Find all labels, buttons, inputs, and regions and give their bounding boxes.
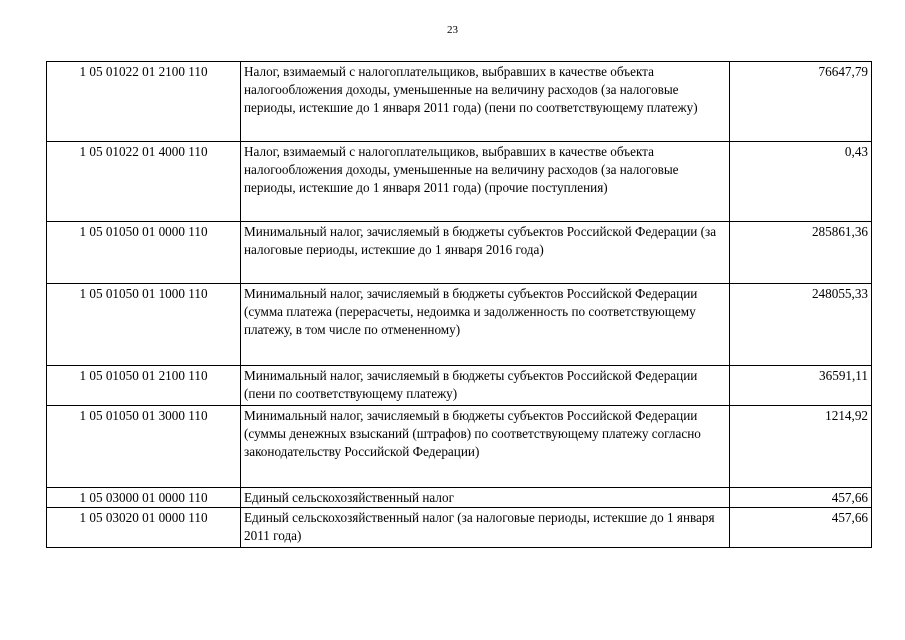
table-row — [47, 406, 872, 488]
revenue-amount: 248055,33 — [730, 284, 872, 366]
revenue-code: 1 05 01050 01 3000 110 — [47, 406, 241, 488]
revenue-amount: 0,43 — [730, 142, 872, 222]
revenue-description: Минимальный налог, зачисляемый в бюджеты субъектов Российской Федерации (пени по соответствующему платежу) — [241, 366, 730, 406]
revenue-code: 1 05 01022 01 4000 110 — [47, 142, 241, 222]
revenue-description: Единый сельскохозяйственный налог (за налоговые периоды, истекшие до 1 января 2011 года) — [241, 508, 730, 548]
revenue-description: Минимальный налог, зачисляемый в бюджеты субъектов Российской Федерации (сумма платежа (перерасчеты, недоимка и задолженность по соответствующему платежу, в том числе по отмененному) — [241, 284, 730, 366]
revenue-description: Налог, взимаемый с налогоплательщиков, выбравших в качестве объекта налогообложения доходы, уменьшенные на величину расходов (за налоговые периоды, истекшие до 1 января 2011 года) (прочие поступления) — [241, 142, 730, 222]
page-number: 23 — [447, 24, 458, 36]
revenue-code: 1 05 01022 01 2100 110 — [47, 62, 241, 142]
revenue-description: Налог, взимаемый с налогоплательщиков, выбравших в качестве объекта налогообложения доходы, уменьшенные на величину расходов (за налоговые периоды, истекшие до 1 января 2011 года) (пени по соответствующему платежу) — [241, 62, 730, 142]
revenue-code: 1 05 01050 01 2100 110 — [47, 366, 241, 406]
table-row — [47, 488, 872, 508]
table-row — [47, 284, 872, 366]
table-row — [47, 62, 872, 142]
table-row — [47, 222, 872, 284]
revenue-amount: 457,66 — [730, 508, 872, 548]
revenue-amount: 285861,36 — [730, 222, 872, 284]
revenue-code: 1 05 03020 01 0000 110 — [47, 508, 241, 548]
revenue-code: 1 05 01050 01 0000 110 — [47, 222, 241, 284]
revenue-amount: 76647,79 — [730, 62, 872, 142]
table-row — [47, 142, 872, 222]
revenue-amount: 457,66 — [730, 488, 872, 508]
revenue-description: Единый сельскохозяйственный налог — [241, 488, 730, 508]
table-row — [47, 366, 872, 406]
revenue-description: Минимальный налог, зачисляемый в бюджеты субъектов Российской Федерации (суммы денежных взысканий (штрафов) по соответствующему платежу согласно законодательству Российской Федерации) — [241, 406, 730, 488]
revenue-description: Минимальный налог, зачисляемый в бюджеты субъектов Российской Федерации (за налоговые периоды, истекшие до 1 января 2016 года) — [241, 222, 730, 284]
revenue-code: 1 05 01050 01 1000 110 — [47, 284, 241, 366]
revenue-amount: 1214,92 — [730, 406, 872, 488]
revenue-code: 1 05 03000 01 0000 110 — [47, 488, 241, 508]
revenue-amount: 36591,11 — [730, 366, 872, 406]
table-row — [47, 508, 872, 548]
revenue-table — [46, 61, 872, 548]
